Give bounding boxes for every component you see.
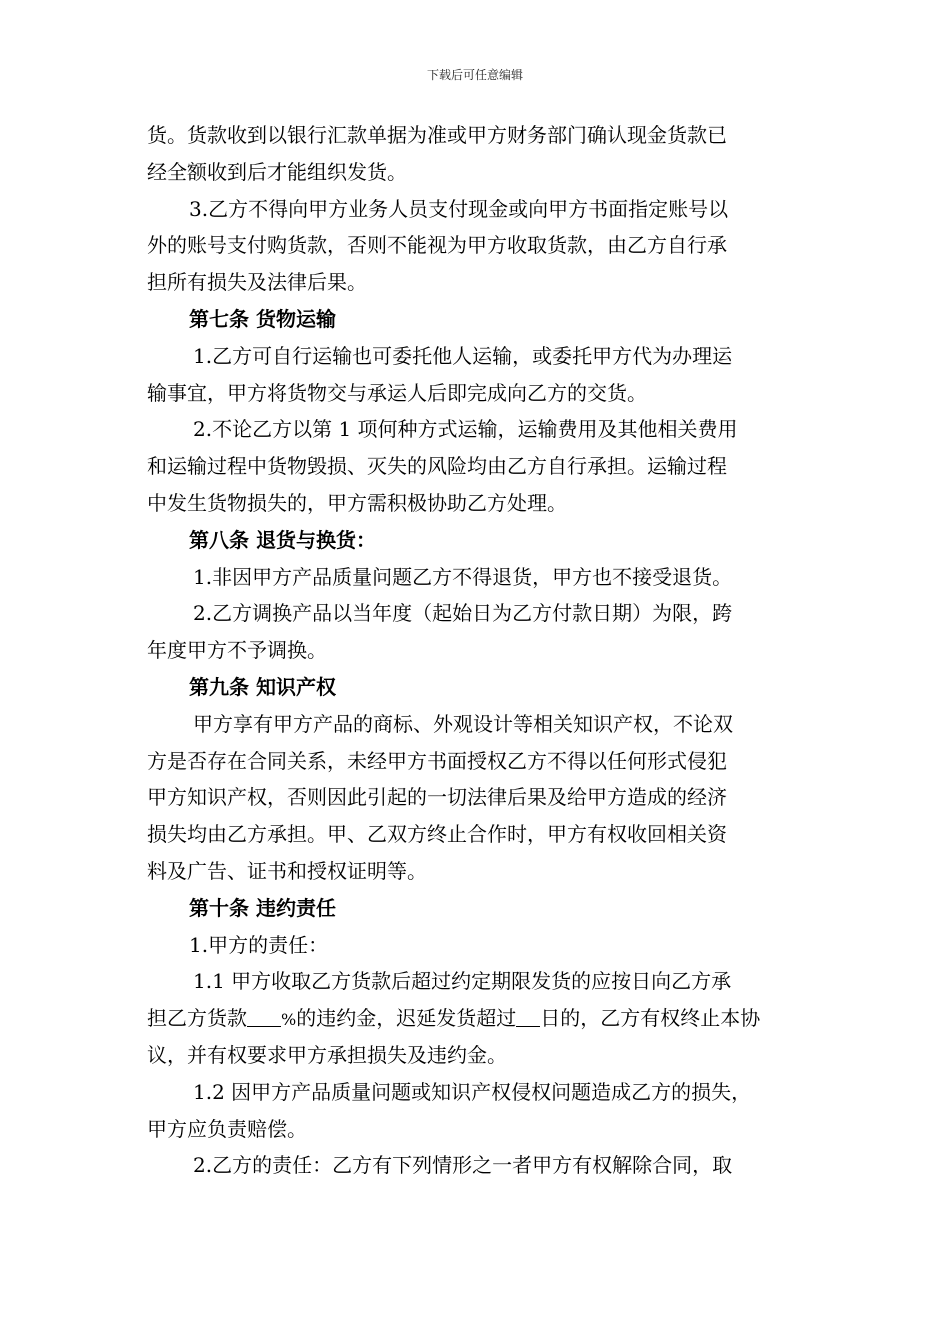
paragraph-line-with-blanks	[147, 1000, 809, 1037]
paragraph-line: 经全额收到后才能组织发货。	[147, 159, 407, 184]
fill-in-blank-percent[interactable]	[247, 1008, 281, 1027]
paragraph-line: 2.不论乙方以第 1 项何种方式运输，运输费用及其他相关费用	[193, 417, 738, 442]
text-segment: 日的，乙方有权终止本协	[540, 1006, 761, 1031]
paragraph-line: 方是否存在合同关系，未经甲方书面授权乙方不得以任何形式侵犯	[147, 748, 727, 773]
paragraph-line: 1.1 甲方收取乙方货款后超过约定期限发货的应按日向乙方承	[193, 969, 732, 994]
section-heading-7: 第七条 货物运输	[189, 306, 336, 331]
paragraph-line: 3.乙方不得向甲方业务人员支付现金或向甲方书面指定账号以	[189, 196, 729, 221]
page-header: 下载后可任意编辑	[426, 68, 523, 82]
section-heading-8: 第八条 退货与换货：	[189, 527, 376, 552]
paragraph-line: 中发生货物损失的，甲方需积极协助乙方处理。	[147, 490, 567, 515]
paragraph-line: 担所有损失及法律后果。	[147, 270, 367, 295]
paragraph-line: 2.乙方调换产品以当年度（起始日为乙方付款日期）为限，跨	[193, 601, 733, 626]
paragraph-line: 1.甲方的责任：	[189, 932, 329, 957]
fill-in-blank-days[interactable]	[516, 1008, 540, 1027]
paragraph-line: 年度甲方不予调换。	[147, 638, 327, 663]
paragraph-line: 输事宜，甲方将货物交与承运人后即完成向乙方的交货。	[147, 380, 647, 405]
paragraph-line: 和运输过程中货物毁损、灭失的风险均由乙方自行承担。运输过程	[147, 454, 727, 479]
section-heading-9: 第九条 知识产权	[189, 674, 336, 699]
paragraph-line: 甲方享有甲方产品的商标、外观设计等相关知识产权，不论双	[193, 711, 733, 736]
document-body	[147, 117, 809, 1184]
paragraph-line: 甲方应负责赔偿。	[147, 1116, 307, 1141]
section-heading-10: 第十条 违约责任	[189, 895, 336, 920]
paragraph-line: 议，并有权要求甲方承担损失及违约金。	[147, 1042, 507, 1067]
paragraph-line: 1.非因甲方产品质量问题乙方不得退货，甲方也不接受退货。	[193, 564, 733, 589]
paragraph-line: 1.乙方可自行运输也可委托他人运输，或委托甲方代为办理运	[193, 343, 733, 368]
paragraph-line: 甲方知识产权，否则因此引起的一切法律后果及给甲方造成的经济	[147, 785, 727, 810]
paragraph-line: 料及广告、证书和授权证明等。	[147, 858, 427, 883]
paragraph-line: 1.2 因甲方产品质量问题或知识产权侵权问题造成乙方的损失，	[193, 1079, 752, 1104]
text-segment: 担乙方货款	[147, 1006, 247, 1031]
text-segment: 的违约金，迟延发货超过	[296, 1006, 517, 1031]
paragraph-line: 2.乙方的责任：乙方有下列情形之一者甲方有权解除合同，取	[193, 1153, 733, 1178]
percent-sign: %	[281, 1010, 297, 1030]
paragraph-line: 外的账号支付购货款，否则不能视为甲方收取货款，由乙方自行承	[147, 233, 727, 258]
paragraph-line: 货。货款收到以银行汇款单据为准或甲方财务部门确认现金货款已	[147, 123, 727, 147]
paragraph-line: 损失均由乙方承担。甲、乙双方终止合作时，甲方有权收回相关资	[147, 822, 727, 847]
